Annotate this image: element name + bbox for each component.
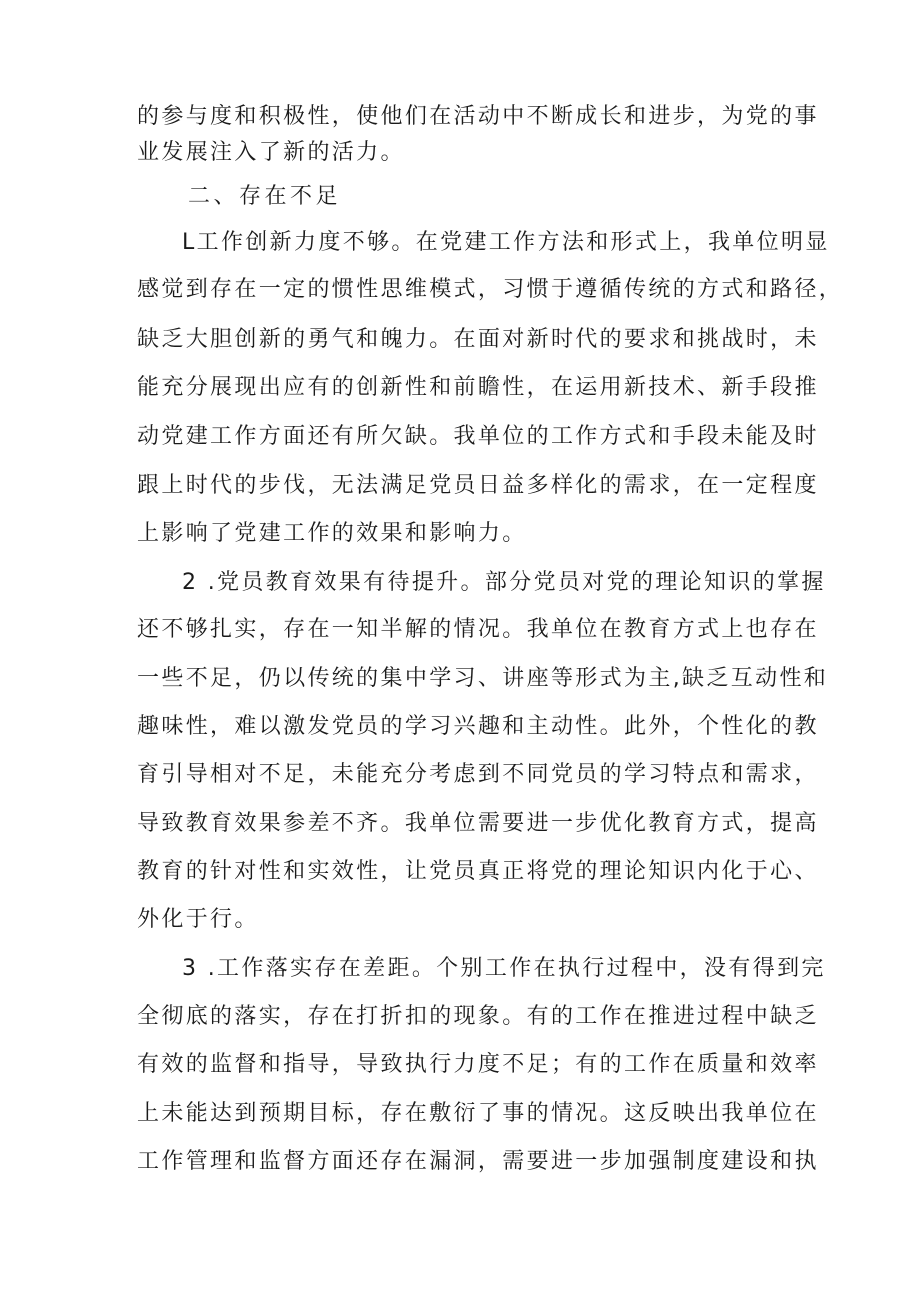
paragraph-line: 上未能达到预期目标，存在敷衍了事的情况。这反映出我单位在 — [137, 1101, 819, 1126]
paragraph-line: 上影响了党建工作的效果和影响力。 — [137, 521, 527, 546]
paragraph-line: 教育的针对性和实效性，让党员真正将党的理论知识内化于心、 — [137, 859, 819, 884]
paragraph-line: 3 .工作落实存在差距。个别工作在执行过程中，没有得到完 — [182, 956, 826, 981]
paragraph-line: 导致教育效果参差不齐。我单位需要进一步优化教育方式，提高 — [137, 811, 819, 836]
paragraph-line: 2 .党员教育效果有待提升。部分党员对党的理论知识的掌握 — [182, 570, 826, 595]
paragraph-line: 外化于行。 — [137, 907, 259, 932]
paragraph-line: 业发展注入了新的活力。 — [137, 140, 405, 165]
paragraph-line: 育引导相对不足，未能充分考虑到不同党员的学习特点和需求， — [137, 762, 819, 787]
paragraph-line: 感觉到存在一定的惯性思维模式，习惯于遵循传统的方式和路径， — [137, 277, 844, 302]
paragraph-line: 还不够扎实，存在一知半解的情况。我单位在教育方式上也存在 — [137, 617, 819, 642]
paragraph-line: 有效的监督和指导，导致执行力度不足；有的工作在质量和效率 — [137, 1052, 819, 1077]
paragraph-line: L工作创新力度不够。在党建工作方法和形式上，我单位明显 — [182, 230, 830, 255]
section-heading: 二、存在不足 — [188, 184, 342, 209]
paragraph-line: 跟上时代的步伐，无法满足党员日益多样化的需求，在一定程度 — [137, 473, 819, 498]
paragraph-line: 动党建工作方面还有所欠缺。我单位的工作方式和手段未能及时 — [137, 424, 819, 449]
paragraph-line: 全彻底的落实，存在打折扣的现象。有的工作在推进过程中缺乏 — [137, 1004, 819, 1029]
paragraph-line: 趣味性，难以激发党员的学习兴趣和主动性。此外，个性化的教 — [137, 714, 819, 739]
paragraph-line: 工作管理和监督方面还存在漏洞，需要进一步加强制度建设和执 — [137, 1149, 819, 1174]
paragraph-line: 能充分展现出应有的创新性和前瞻性，在运用新技术、新手段推 — [137, 375, 819, 400]
paragraph-line: 缺乏大胆创新的勇气和魄力。在面对新时代的要求和挑战时，未 — [137, 327, 819, 352]
paragraph-line: 一些不足，仍以传统的集中学习、讲座等形式为主,缺乏互动性和 — [137, 666, 829, 691]
paragraph-line: 的参与度和积极性，使他们在活动中不断成长和进步，为党的事 — [137, 104, 819, 129]
